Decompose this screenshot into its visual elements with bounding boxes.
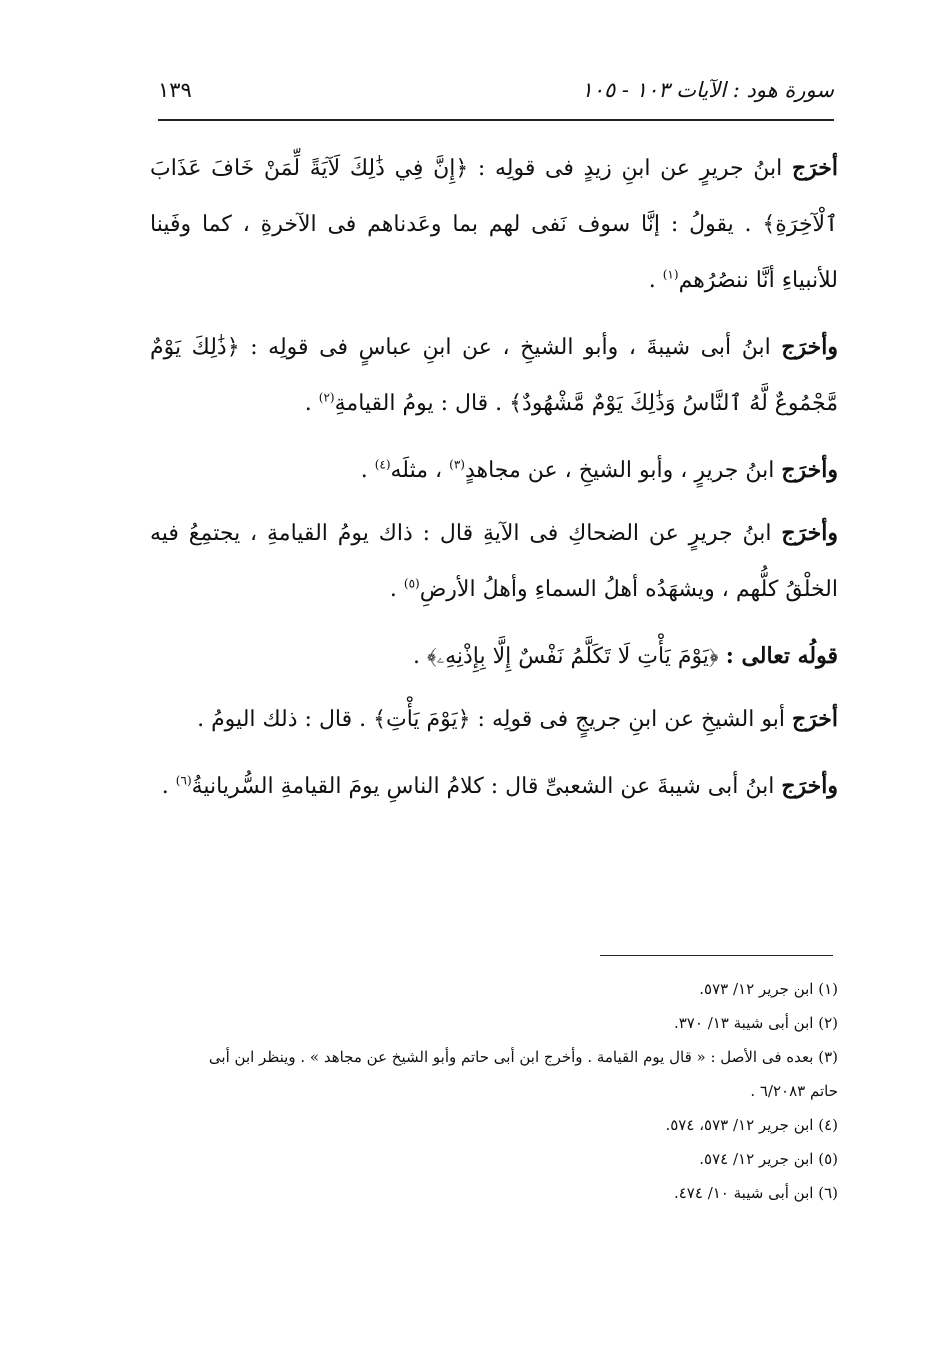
paragraph — [150, 319, 838, 432]
footnote-marker[interactable]: (٦) — [175, 773, 192, 788]
footnote-marker[interactable]: (٤) — [374, 457, 391, 472]
paragraph-text: ابنُ أبى شيبةَ ، وأبو الشيخِ ، عن ابنِ عباسٍ فى قولِه : ﴿ذَٰلِكَ يَوْمٌ مَّجْمُوعٌ لَّهُ ٱلنَّاسُ وَذَٰلِكَ يَوْمٌ مَّشْهُودٌ﴾ . قال : يومُ القيامةِ — [150, 335, 838, 416]
paragraph-text: أبو الشيخِ عن ابنِ جريجٍ فى قولِه : ﴿يَوْمَ يَأْتِ﴾ . قال : ذلك اليومُ . — [197, 707, 785, 732]
paragraph — [150, 505, 838, 618]
header-rule — [158, 119, 834, 121]
footnote-marker[interactable]: (٥) — [403, 576, 420, 591]
paragraph-lead: وأخرَج — [781, 457, 838, 483]
paragraph-tail: . — [161, 774, 176, 799]
footnote-separator — [600, 955, 833, 956]
footnotes — [150, 972, 838, 1210]
paragraph-text: ابنُ جريرٍ عن الضحاكِ فى الآيةِ قال : ذاك يومُ القيامةِ ، يجتمِعُ فيه الخلْقُ كلُّهم ، ويشهَدُه أهلُ السماءِ وأهلُ الأرضِ — [150, 521, 838, 602]
paragraph-lead: وأخرَج — [781, 773, 838, 799]
surah-title: سورة هود : الآيات ١٠٣ - ١٠٥ — [581, 78, 834, 102]
paragraph-lead: وأخرَج — [781, 334, 838, 360]
footnote-marker[interactable]: (١) — [662, 267, 679, 282]
footnote-marker[interactable]: (٣) — [449, 457, 465, 472]
footnote: (٢) ابن أبى شيبة ١٣/ ٣٧٠. — [673, 1014, 838, 1032]
paragraph — [150, 758, 838, 815]
paragraph-lead: وأخرَج — [781, 520, 838, 546]
paragraph — [150, 140, 838, 309]
paragraph-text-continued: ، مثلَه — [390, 458, 443, 483]
paragraph — [150, 691, 838, 748]
paragraph-lead: قولُه تعالى : — [725, 643, 838, 669]
paragraph — [150, 442, 838, 499]
paragraph-lead: أخرَج — [791, 706, 838, 732]
footnote: (٣) بعده فى الأصل : « قال يوم القيامة . وأخرج ابن أبى حاتم وأبو الشيخ عن مجاهد » . وينظر ابن أبى — [208, 1048, 838, 1066]
paragraph-lead: أخرَج — [791, 155, 839, 181]
footnote: (٦) ابن أبى شيبة ١٠/ ٤٧٤. — [673, 1184, 838, 1202]
running-header — [158, 70, 834, 110]
page-number: ١٣٩ — [158, 78, 192, 102]
paragraph-tail: . — [304, 391, 319, 416]
footnote: (٥) ابن جرير ١٢/ ٥٧٤. — [699, 1150, 838, 1168]
footnote-marker[interactable]: (٢) — [318, 390, 335, 405]
footnote: (٤) ابن جرير ١٢/ ٥٧٣، ٥٧٤. — [665, 1116, 838, 1134]
paragraph-tail: . — [648, 268, 663, 293]
footnote: (١) ابن جرير ١٢/ ٥٧٣. — [699, 980, 838, 998]
main-text — [150, 140, 838, 825]
paragraph-text: ابنُ أبى شيبةَ عن الشعبىِّ قال : كلامُ الناسِ يومَ القيامةِ السُّريانيةُ — [191, 774, 775, 799]
paragraph-tail: . — [360, 458, 375, 483]
footnote-continued: حاتم ٦/٢٠٨٣ . — [750, 1082, 838, 1100]
verse-heading — [150, 628, 838, 685]
paragraph-text: ﴿يَوْمَ يَأْتِ لَا تَكَلَّمُ نَفْسٌ إِلَّا بِإِذْنِهِۦ﴾ . — [412, 644, 719, 669]
paragraph-text: ابنُ جريرٍ عن ابنِ زيدٍ فى قولِه : ﴿إِنَّ فِي ذَٰلِكَ لَآيَةً لِّمَنْ خَافَ عَذَابَ ٱلْآخِرَةِ﴾ . يقولُ : إنَّا سوف نَفى لهم بما وعَدناهم فى الآخرةِ ، كما وفَينا للأنبياءِ أنَّا ننصُرُهم — [150, 156, 838, 293]
paragraph-text: ابنُ جريرٍ ، وأبو الشيخِ ، عن مجاهدٍ — [464, 458, 775, 483]
paragraph-tail: . — [389, 577, 404, 602]
